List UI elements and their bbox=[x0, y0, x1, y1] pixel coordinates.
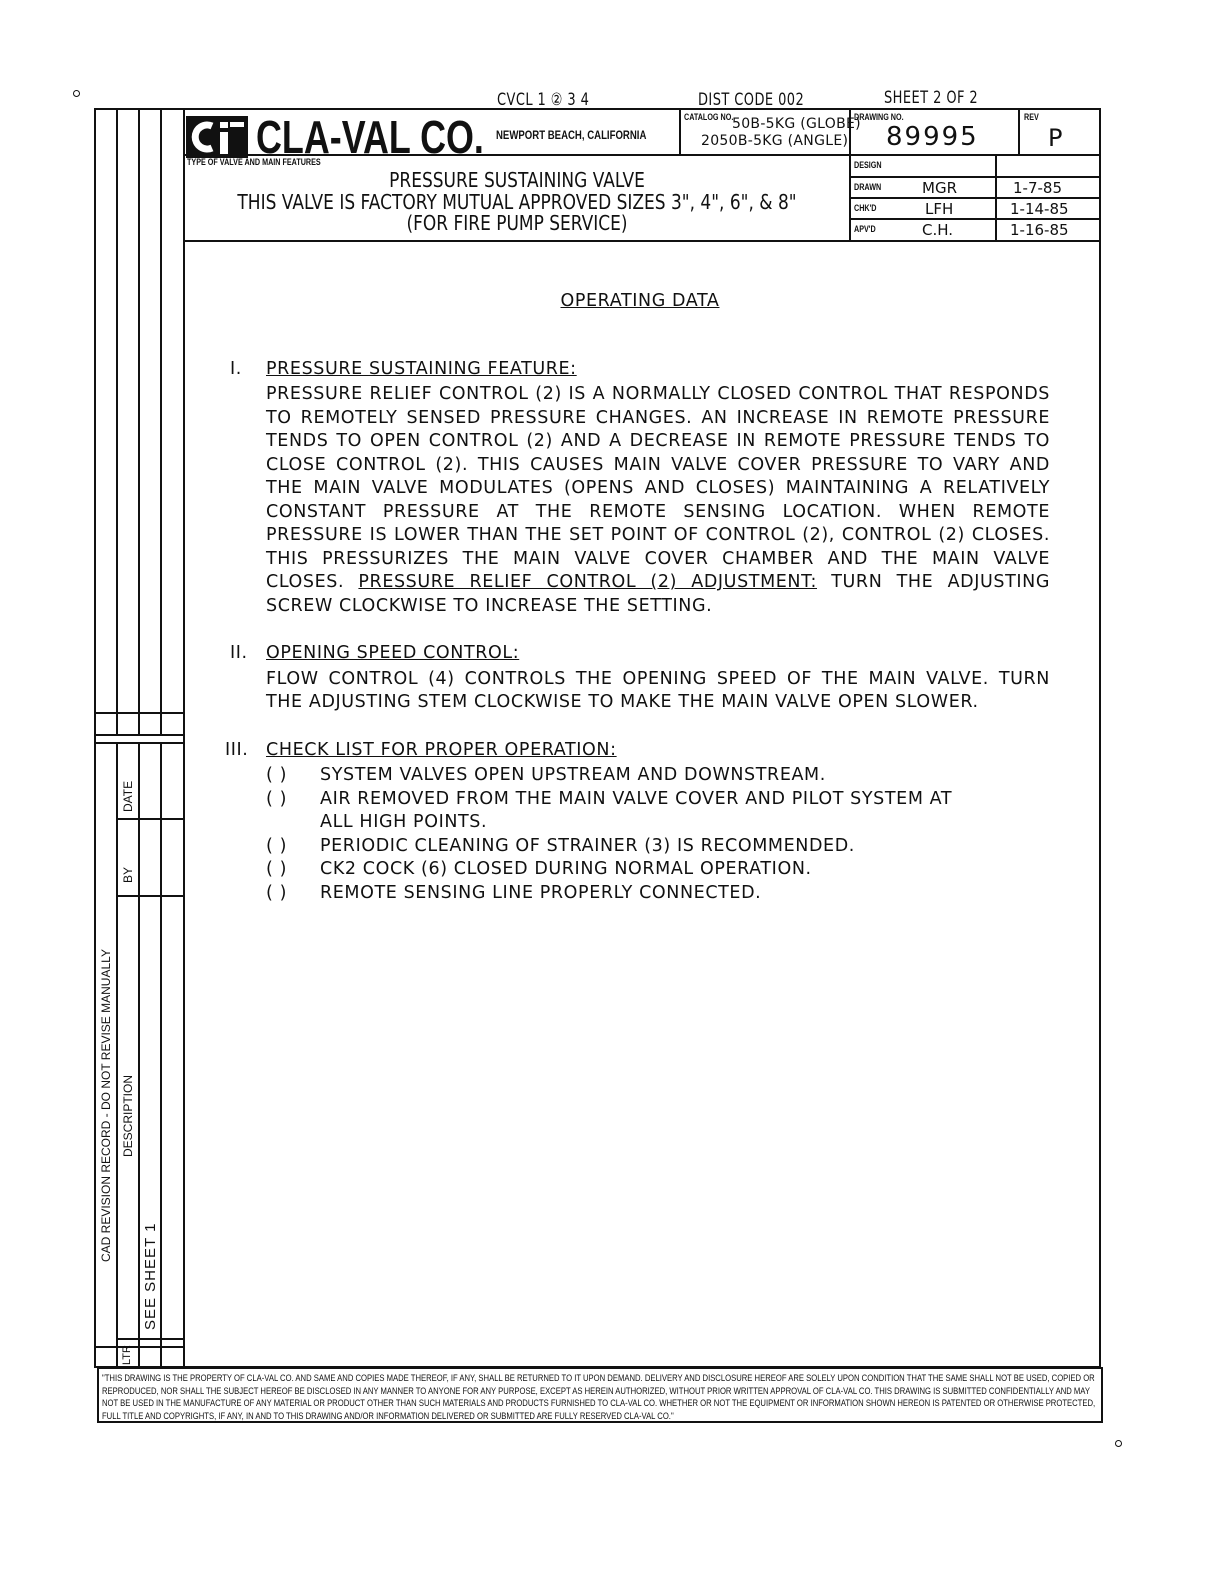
catalog-line-2: 2050B-5KG (ANGLE) bbox=[701, 133, 849, 149]
checklist-item: ( ) CK2 COCK (6) CLOSED DURING NORMAL OPERATION. bbox=[266, 858, 1050, 882]
section-title: OPENING SPEED CONTROL: bbox=[266, 643, 520, 663]
section-number: II. bbox=[230, 643, 248, 663]
company-location: NEWPORT BEACH, CALIFORNIA bbox=[496, 128, 647, 142]
revision-ltr-header: LTR bbox=[121, 1345, 133, 1365]
section-checklist bbox=[225, 739, 1050, 906]
approved-label: APV'D bbox=[854, 224, 876, 234]
section-number: III. bbox=[225, 739, 249, 760]
section-text-b: TURN THE ADJUSTING SCREW CLOCKWISE TO INCREASE THE SETTING. bbox=[266, 572, 1050, 616]
valve-service: (FOR FIRE PUMP SERVICE) bbox=[406, 211, 628, 235]
checklist-item: ( ) AIR REMOVED FROM THE MAIN VALVE COVER AND PILOT SYSTEM AT ALL HIGH POINTS. bbox=[266, 788, 953, 832]
title-area bbox=[185, 166, 849, 240]
checkbox: ( ) bbox=[266, 788, 288, 809]
drawn-by: MGR bbox=[922, 179, 957, 197]
checked-label: CHK'D bbox=[854, 203, 877, 213]
checklist-item: ( ) REMOTE SENSING LINE PROPERLY CONNECTED. bbox=[266, 882, 1050, 906]
design-label: DESIGN bbox=[854, 160, 882, 170]
checkbox: ( ) bbox=[266, 882, 288, 903]
corner-mark bbox=[1115, 1440, 1122, 1447]
cla-val-logo-mark bbox=[186, 116, 248, 158]
checkbox: ( ) bbox=[266, 835, 288, 856]
checklist-item: ( ) PERIODIC CLEANING OF STRAINER (3) IS RECOMMENDED. bbox=[266, 835, 1050, 859]
valve-type-label: TYPE OF VALVE AND MAIN FEATURES bbox=[187, 157, 321, 167]
drawn-label: DRAWN bbox=[854, 182, 882, 192]
drawing-number: 89995 bbox=[886, 122, 979, 152]
operating-data bbox=[225, 290, 1050, 929]
section-text: FLOW CONTROL (4) CONTROLS THE OPENING SPEED OF THE MAIN VALVE. TURN THE ADJUSTING STEM CLOCKWISE TO MAKE THE MAIN VALVE OPEN SLOWER. bbox=[266, 668, 1050, 712]
approved-by: C.H. bbox=[922, 221, 954, 239]
notice-text: "THIS DRAWING IS THE PROPERTY OF CLA-VAL CO. AND SAME AND COPIES MADE THEREOF, IF ANY, SHALL BE RETURNED TO IT UPON DEMAND. DELIVERY AND DISCLOSURE HEREOF ARE SOLELY UPON CONDITION THAT THE SAME SHALL NOT BE USED, COPIED OR REPRODUCED, NOR SHALL THE SUBJECT HEREOF BE DISCLOSED IN ANY MANNER TO ANYONE FOR ANY PURPOSE, EXCEPT AS HEREIN AUTHORIZED, WITHOUT PRIOR WRITTEN APPROVAL OF CLA-VAL CO. THIS DRAWING IS SUBMITTED CONFIDENTIALLY AND MAY NOT BE USED IN THE MANUFACTURE OF ANY MATERIAL OR PRODUCT OTHER THAN SUCH MATERIALS AND PRODUCTS FURNISHED TO CLA-VAL CO. WHETHER OR NOT THE EQUIPMENT OR INFORMATION SHOWN HEREON IS PATENTED OR OTHERWISE PROTECTED, FULL TITLE AND COPYRIGHTS, IF ANY, IN AND TO THIS DRAWING AND/OR INFORMATION DELIVERED OR SUBMITTED ARE FULLY RESERVED CLA-VAL CO." bbox=[102, 1373, 1096, 1421]
valve-title: PRESSURE SUSTAINING VALVE bbox=[389, 168, 645, 192]
revision-description-header: DESCRIPTION bbox=[121, 1074, 135, 1157]
cla-val-logo bbox=[186, 116, 248, 158]
checkbox: ( ) bbox=[266, 765, 288, 785]
checked-date: 1-14-85 bbox=[1010, 200, 1069, 218]
section-number: I. bbox=[230, 358, 242, 379]
approved-date: 1-16-85 bbox=[1010, 221, 1069, 239]
section-pressure-sustaining bbox=[230, 358, 1050, 619]
checked-by: LFH bbox=[925, 200, 954, 218]
section-text-a: PRESSURE RELIEF CONTROL (2) IS A NORMALLY CLOSED CONTROL THAT RESPONDS TO REMOTELY SENSED PRESSURE CHANGES. AN INCREASE IN REMOTE PRESSURE TENDS TO OPEN CONTROL (2) AND A DECREASE IN REMOTE PRESSURE TENDS TO CLOSE CONTROL (2). THIS CAUSES MAIN VALVE COVER PRESSURE TO VARY AND THE MAIN VALVE MODULATES (OPENS AND CLOSES) MAINTAINING A RELATIVELY CONSTANT PRESSURE AT THE REMOTE SENSING LOCATION. WHEN REMOTE PRESSURE IS LOWER THAN THE SET POINT OF CONTROL (2), CONTROL (2) CLOSES. THIS PRESSURIZES THE MAIN VALVE COVER CHAMBER AND THE MAIN VALVE CLOSES. bbox=[266, 384, 1050, 592]
drawn-date: 1-7-85 bbox=[1013, 179, 1062, 197]
revision-see-sheet: SEE SHEET 1 bbox=[142, 1222, 159, 1330]
catalog-line-1: 50B-5KG (GLOBE) bbox=[732, 116, 861, 132]
revision-date-header: DATE bbox=[121, 780, 135, 812]
catalog-label: CATALOG NO. bbox=[684, 112, 734, 122]
rev-label: REV bbox=[1024, 112, 1039, 122]
revision-letter: P bbox=[1048, 124, 1063, 152]
section-opening-speed bbox=[230, 642, 1050, 715]
sheet-number: SHEET 2 OF 2 bbox=[884, 88, 979, 108]
valve-approval: THIS VALVE IS FACTORY MUTUAL APPROVED SIZES 3", 4", 6", & 8" bbox=[237, 190, 797, 214]
section-title: CHECK LIST FOR PROPER OPERATION: bbox=[266, 739, 617, 760]
page-title: OPERATING DATA bbox=[560, 291, 720, 311]
cvcl-code: CVCL 1 ② 3 4 bbox=[497, 90, 590, 110]
checkbox: ( ) bbox=[266, 859, 288, 879]
adjustment-label: PRESSURE RELIEF CONTROL (2) ADJUSTMENT: bbox=[358, 572, 817, 592]
proprietary-notice bbox=[97, 1367, 1103, 1423]
section-text bbox=[266, 383, 1050, 618]
corner-mark bbox=[73, 90, 80, 97]
revision-record-label: CAD REVISION RECORD - DO NOT REVISE MANUALLY bbox=[99, 949, 113, 1262]
drawing-number-label: DRAWING NO. bbox=[854, 112, 904, 122]
section-title: PRESSURE SUSTAINING FEATURE: bbox=[266, 358, 577, 379]
dist-code: DIST CODE 002 bbox=[698, 90, 805, 110]
company-name: CLA-VAL CO. bbox=[256, 111, 484, 163]
checklist-item: ( ) SYSTEM VALVES OPEN UPSTREAM AND DOWNSTREAM. bbox=[266, 764, 1050, 788]
revision-by-header: BY bbox=[121, 866, 135, 883]
